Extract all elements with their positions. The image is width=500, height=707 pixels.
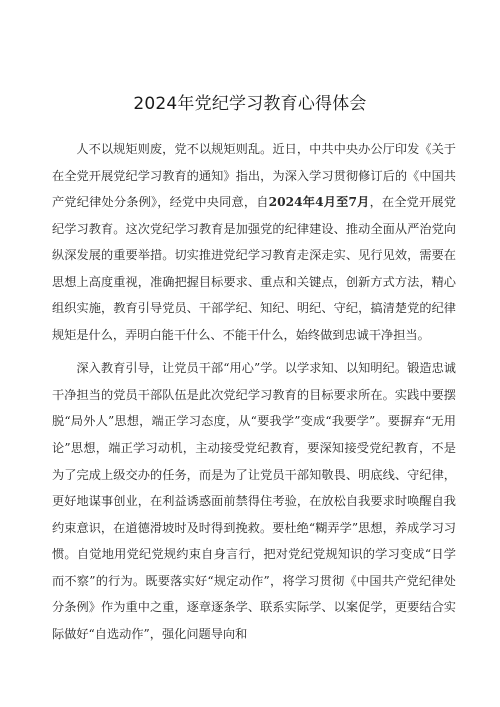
document-title: 2024年党纪学习教育心得体会 (133, 94, 367, 114)
paragraph-2: 深入教育引导，让党员干部“用心”学。以学求知、以知明纪。锻造忠诚干净担当的党员干部队伍是此次党纪学习教育的目标要求所在。实践中要摆脱“局外人”思想，端正学习态度，从“要我学”变成“我要学”。要摒弃“无用论”思想，端正学习动机，主动接受党纪教育，要深知接受党纪教育，不是为了完成上级交办的任务，而是为了让党员干部知敬畏、明底线、守纪律，更好地谋事创业，在利益诱惑面前禁得住考验，在放松自我要求时唤醒自我约束意识，在道德滑坡时及时得到挽救。要杜绝“糊弄学”思想，养成学习习惯。自觉地用党纪党规约束自身言行，把对党纪党规知识的学习变成“日学而不察”的行为。既要落实好“规定动作”，将学习贯彻《中国共产党纪律处分条例》作为重中之重，逐章逐条学、联系实际学、以案促学，更要结合实际做好“自选动作”，强化问题导向和 (52, 361, 456, 641)
paragraph-1-date: 2024年4月至7月 (268, 195, 370, 210)
document-body (52, 136, 456, 647)
paragraph-1-text-end: ，在全党开展党纪学习教育。这次党纪学习教育是加强党的纪律建设、推动全面从严治党向纵深发展的重要举措。切实推进党纪学习教育走深走实、见行见效，需要在思想上高度重视，准确把握目标要求、重点和关键点，创新方式方法，精心组织实施，教育引导党员、干部学纪、知纪、明纪、守纪，搞清楚党的纪律规矩是什么，弄明白能干什么、不能干什么，始终做到忠诚干净担当。 (52, 195, 456, 342)
paragraph-1-text-start: 人不以规矩则废，党不以规矩则乱。近日，中共中央办公厅印发《关于在全党开展党纪学习教育的通知》指出，为深入学习贯彻修订后的《中国共产党纪律处分条例》，经党中央同意，自 (52, 142, 456, 210)
paragraph-1 (52, 136, 456, 348)
